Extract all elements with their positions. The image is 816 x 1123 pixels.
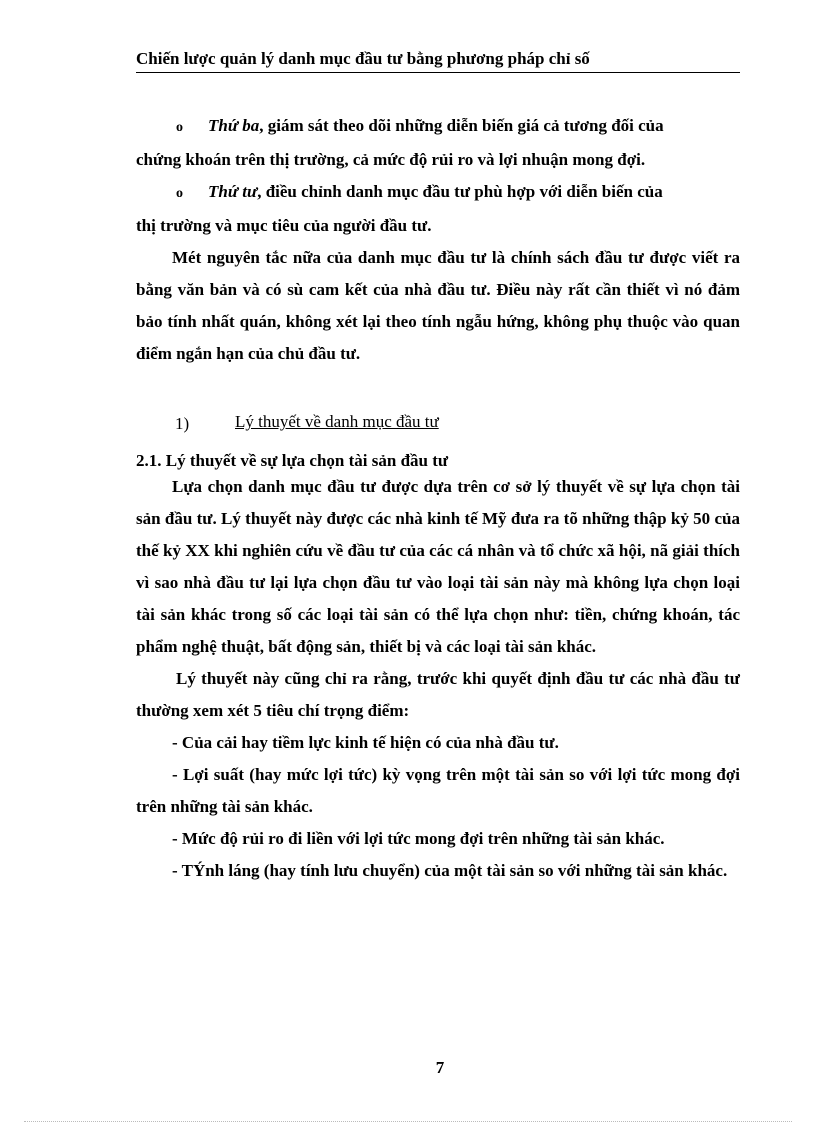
criteria-item: - Lợi suất (hay mức lợi tức) kỳ vọng trên một tài sản so với lợi tức mong đợi trên những tài sản khác. xyxy=(136,765,740,816)
bullet-lead: Thứ tư xyxy=(208,182,258,201)
bullet-continuation: thị trường và mục tiêu của người đầu tư. xyxy=(136,216,432,235)
bullet-circle-icon: o xyxy=(176,186,183,201)
document-title: Chiến lược quản lý danh mục đầu tư bằng phương pháp chỉ số xyxy=(136,49,590,68)
section-heading xyxy=(175,412,495,436)
bullet-lead: Thứ ba xyxy=(208,116,260,135)
footer-divider xyxy=(24,1121,792,1122)
bullet-text: , điều chỉnh danh mục đầu tư phù hợp với diễn biến của xyxy=(257,182,663,201)
bullet-item-third xyxy=(136,110,740,144)
section-number: 1) xyxy=(175,414,190,433)
criteria-item: - Của cải hay tiềm lực kinh tế hiện có của nhà đầu tư. xyxy=(172,733,559,752)
criteria-item: - Mức độ rủi ro đi liền với lợi tức mong đợi trên những tài sản khác. xyxy=(172,829,665,848)
principle-paragraph: Mét nguyên tắc nữa của danh mục đầu tư là chính sách đầu tư được viết ra bằng văn bản và có sù cam kết của nhà đầu tư. Điều này rất cần thiết vì nó đảm bảo tính nhất quán, không xét lại theo tính ngẫu hứng, không phụ thuộc vào quan điểm ngắn hạn của chủ đầu tư. xyxy=(136,248,740,363)
bullet-item-fourth xyxy=(136,176,740,210)
bullet-circle-icon: o xyxy=(176,120,183,135)
page-number: 7 xyxy=(435,1058,445,1077)
criteria-item: - TÝnh láng (hay tính lưu chuyển) của một tài sản so với những tài sản khác. xyxy=(172,861,728,880)
content-paragraph: Lựa chọn danh mục đầu tư được dựa trên cơ sở lý thuyết về sự lựa chọn tài sản đầu tư. Lý thuyết này được các nhà kinh tế Mỹ đưa ra tõ những thập kỷ 50 của thế kỷ XX khi nghiên cứu về đầu tư của các cá nhân và tổ chức xã hội, nã giải thích vì sao nhà đầu tư lại lựa chọn đầu tư vào loại tài sản này mà không lựa chọn loại tài sản khác trong số các loại tài sản có thể lựa chọn như: tiền, chứng khoán, tác phẩm nghệ thuật, bất động sản, thiết bị và các loại tài sản khác. xyxy=(136,477,740,656)
content-paragraph: Lý thuyết này cũng chỉ ra rằng, trước khi quyết định đầu tư các nhà đầu tư thường xem xét 5 tiêu chí trọng điểm: xyxy=(136,669,740,720)
subsection-heading: 2.1. Lý thuyết về sự lựa chọn tài sản đầu tư xyxy=(136,451,449,470)
section-title: Lý thuyết về danh mục đầu tư xyxy=(235,412,439,431)
bullet-text: , giám sát theo dõi những diễn biến giá cả tương đối của xyxy=(259,116,664,135)
page-header xyxy=(136,48,740,73)
intro-block xyxy=(136,110,740,370)
content-block xyxy=(136,471,740,887)
bullet-continuation: chứng khoán trên thị trường, cả mức độ rủi ro và lợi nhuận mong đợi. xyxy=(136,150,646,169)
